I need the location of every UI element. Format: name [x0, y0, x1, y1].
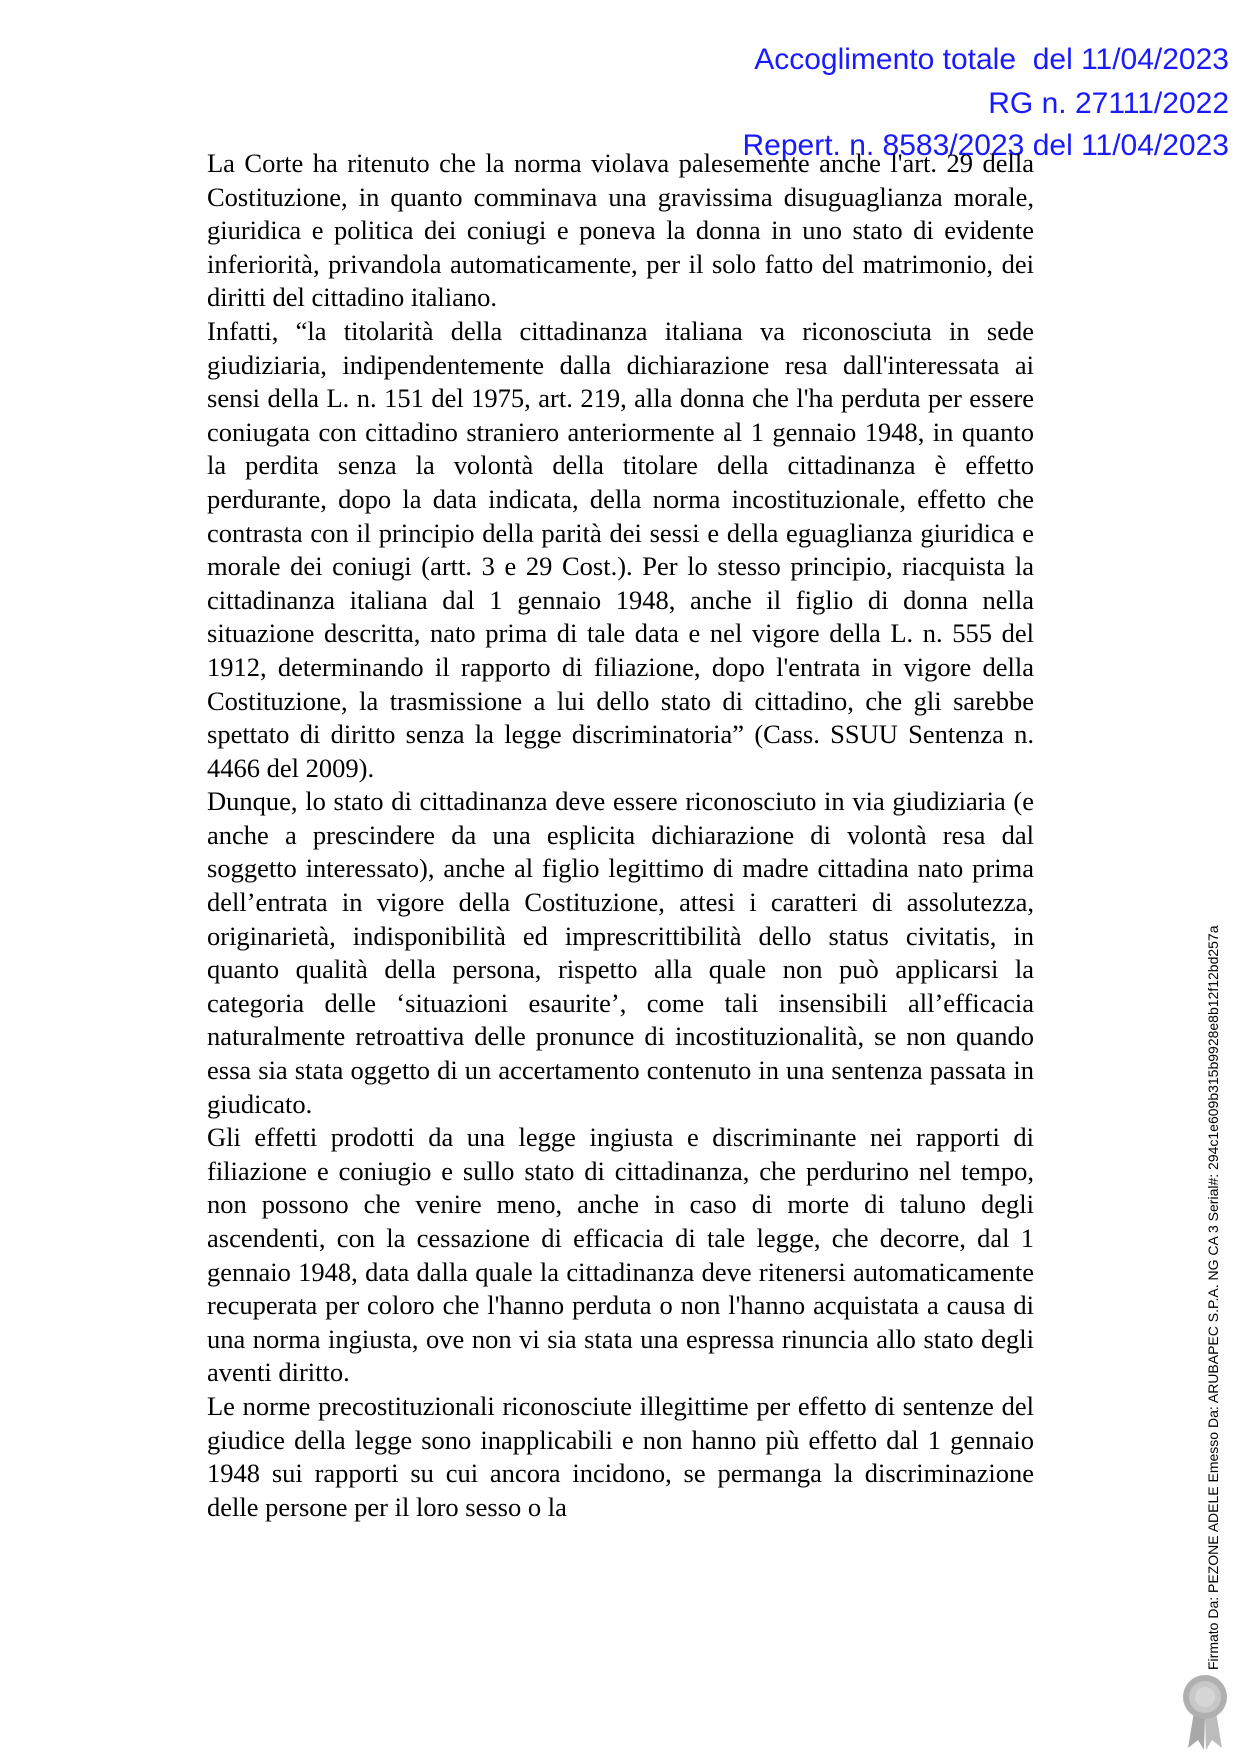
header-stamp-decision: Accoglimento totale del 11/04/2023 [754, 43, 1229, 76]
paragraph: La Corte ha ritenuto che la norma violava palesemente anche l'art. 29 della Costituzione, in quanto comminava una gravissima disuguaglianza morale, giuridica e politica dei coniugi e poneva la donna in uno stato di evidente inferiorità, privandola automaticamente, per il solo fatto del matrimonio, dei diritti del cittadino italiano. [207, 148, 1034, 313]
certified-seal-icon [1180, 1672, 1230, 1752]
document-body [207, 147, 1034, 1524]
paragraph: Infatti, “la titolarità della cittadinanza italiana va riconosciuta in sede giudiziaria, indipendentemente dalla dichiarazione resa dall'interessata ai sensi della L. n. 151 del 1975, art. 219, alla donna che l'ha perduta per essere coniugata con cittadino straniero anteriormente al 1 gennaio 1948, in quanto la perdita senza la volontà della titolare della cittadinanza è effetto perdurante, dopo la data indicata, della norma incostituzionale, effetto che contrasta con il principio della parità dei sessi e della eguaglianza giuridica e morale dei coniugi (artt. 3 e 29 Cost.). Per lo stesso principio, riacquista la cittadinanza italiana dal 1 gennaio 1948, anche il figlio di donna nella situazione descritta, nato prima di tale data e nel vigore della L. n. 555 del 1912, determinando il rapporto di filiazione, dopo l'entrata in vigore della Costituzione, la trasmissione a lui dello stato di cittadino, che gli sarebbe spettato di diritto senza la legge discriminatoria” (Cass. SSUU Sentenza n. 4466 del 2009). [207, 315, 1034, 783]
paragraph: Gli effetti prodotti da una legge ingiusta e discriminante nei rapporti di filiazione e coniugio e sullo stato di cittadinanza, che perdurino nel tempo, non possono che venire meno, anche in caso di morte di taluno degli ascendenti, con la cessazione di efficacia di tale legge, che decorre, dal 1 gennaio 1948, data dalla quale la cittadinanza deve ritenersi automaticamente recuperata per coloro che l'hanno perduta o non l'hanno acquistata a causa di una norma ingiusta, ove non vi sia stata una espressa rinuncia allo stato degli aventi diritto. [207, 1122, 1034, 1388]
header-stamp-repertorio: Repert. n. 8583/2023 del 11/04/2023 [742, 129, 1229, 162]
paragraph: Dunque, lo stato di cittadinanza deve essere riconosciuto in via giudiziaria (e anche a prescindere da una esplicita dichiarazione di volontà resa dal soggetto interessato), anche al figlio legittimo di madre cittadina nato prima dell’entrata in vigore della Costituzione, attesi i caratteri di assolutezza, originarietà, indisponibilità ed imprescrittibilità dello status civitatis, in quanto qualità della persona, rispetto alla quale non può applicarsi la categoria delle ‘situazioni esaurite’, come tali insensibili all’efficacia naturalmente retroattiva delle pronunce di incostituzionalità, se non quando essa sia stata oggetto di un accertamento contenuto in una sentenza passata in giudicato. [207, 786, 1034, 1119]
header-stamp-rg-number: RG n. 27111/2022 [988, 87, 1229, 120]
digital-signature-text: Firmato Da: PEZONE ADELE Emesso Da: ARUBAPEC S.P.A. NG CA 3 Serial#: 294c1e609b315b9928e8b12f12bd257a [1205, 925, 1221, 1670]
paragraph: Le norme precostituzionali riconosciute illegittime per effetto di sentenze del giudice della legge sono inapplicabili e non hanno più effetto dal 1 gennaio 1948 sui rapporti su cui ancora incidono, se permanga la discriminazione delle persone per il loro sesso o la [207, 1390, 1034, 1522]
